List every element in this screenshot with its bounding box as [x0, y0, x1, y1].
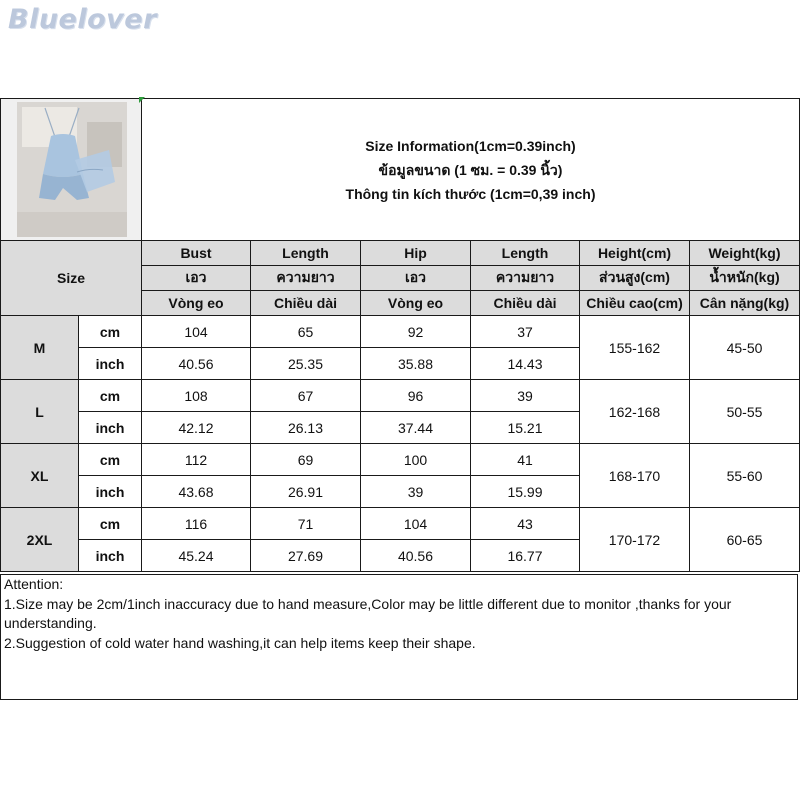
column-header-th: ความยาว — [471, 266, 580, 291]
table-cell: 40.56 — [361, 540, 471, 572]
column-header-th: ความยาว — [251, 266, 361, 291]
column-header-en: Weight(kg) — [690, 241, 800, 266]
size-info-thai: ข้อมูลขนาด (1 ซม. = 0.39 นิ้ว) — [378, 161, 563, 178]
column-header-vi: Chiều dài — [471, 291, 580, 316]
height-cell: 168-170 — [580, 444, 690, 508]
table-cell: 43 — [471, 508, 580, 540]
table-cell: 104 — [142, 316, 251, 348]
unit-label: inch — [79, 412, 142, 444]
table-cell: 42.12 — [142, 412, 251, 444]
size-table — [0, 98, 800, 572]
size-name: 2XL — [1, 508, 79, 572]
unit-label: inch — [79, 476, 142, 508]
table-cell: 26.91 — [251, 476, 361, 508]
table-cell: 25.35 — [251, 348, 361, 380]
table-row — [1, 316, 800, 348]
column-header-en: Length — [471, 241, 580, 266]
attention-notes — [0, 574, 798, 700]
unit-label: cm — [79, 444, 142, 476]
size-label: Size — [1, 241, 142, 316]
product-photo — [1, 99, 142, 241]
attention-title: Attention: — [4, 576, 64, 592]
table-cell: 116 — [142, 508, 251, 540]
column-header-en: Bust — [142, 241, 251, 266]
table-cell: 104 — [361, 508, 471, 540]
table-cell: 41 — [471, 444, 580, 476]
watermark-logo: Bluelover — [8, 4, 157, 35]
column-header-vi: Vòng eo — [142, 291, 251, 316]
size-name: XL — [1, 444, 79, 508]
weight-cell: 50-55 — [690, 380, 800, 444]
table-cell: 112 — [142, 444, 251, 476]
table-cell: 40.56 — [142, 348, 251, 380]
weight-cell: 55-60 — [690, 444, 800, 508]
attention-line-1: 1.Size may be 2cm/1inch inaccuracy due to hand measure,Color may be little different due to monitor ,thanks for your understanding. — [4, 595, 732, 631]
table-row — [1, 444, 800, 476]
unit-label: cm — [79, 316, 142, 348]
table-cell: 15.21 — [471, 412, 580, 444]
corner-marker-icon — [139, 97, 145, 103]
size-name: M — [1, 316, 79, 380]
table-cell: 15.99 — [471, 476, 580, 508]
weight-cell: 60-65 — [690, 508, 800, 572]
height-cell: 170-172 — [580, 508, 690, 572]
table-cell: 71 — [251, 508, 361, 540]
column-header-vi: Chiều dài — [251, 291, 361, 316]
column-header-en: Height(cm) — [580, 241, 690, 266]
size-info-english: Size Information(1cm=0.39inch) — [365, 137, 576, 154]
column-header-th: เอว — [361, 266, 471, 291]
table-cell: 67 — [251, 380, 361, 412]
table-cell: 16.77 — [471, 540, 580, 572]
table-cell: 37 — [471, 316, 580, 348]
table-cell: 39 — [361, 476, 471, 508]
column-header-th: น้ำหนัก(kg) — [690, 266, 800, 291]
table-cell: 108 — [142, 380, 251, 412]
size-info-header — [142, 99, 800, 241]
column-header-en: Length — [251, 241, 361, 266]
weight-cell: 45-50 — [690, 316, 800, 380]
height-cell: 162-168 — [580, 380, 690, 444]
table-cell: 26.13 — [251, 412, 361, 444]
product-photo-image — [17, 102, 127, 237]
column-header-vi: Cân nặng(kg) — [690, 291, 800, 316]
table-cell: 39 — [471, 380, 580, 412]
table-cell: 27.69 — [251, 540, 361, 572]
size-chart — [0, 98, 800, 702]
table-cell: 45.24 — [142, 540, 251, 572]
unit-label: inch — [79, 348, 142, 380]
table-row — [1, 508, 800, 540]
table-cell: 43.68 — [142, 476, 251, 508]
unit-label: inch — [79, 540, 142, 572]
table-cell: 14.43 — [471, 348, 580, 380]
attention-line-2: 2.Suggestion of cold water hand washing,it can help items keep their shape. — [4, 634, 476, 651]
table-cell: 96 — [361, 380, 471, 412]
column-header-vi: Vòng eo — [361, 291, 471, 316]
table-cell: 65 — [251, 316, 361, 348]
table-cell: 37.44 — [361, 412, 471, 444]
table-cell: 92 — [361, 316, 471, 348]
column-header-vi: Chiều cao(cm) — [580, 291, 690, 316]
table-cell: 100 — [361, 444, 471, 476]
height-cell: 155-162 — [580, 316, 690, 380]
column-header-th: ส่วนสูง(cm) — [580, 266, 690, 291]
table-row — [1, 380, 800, 412]
column-header-en: Hip — [361, 241, 471, 266]
unit-label: cm — [79, 380, 142, 412]
table-cell: 35.88 — [361, 348, 471, 380]
unit-label: cm — [79, 508, 142, 540]
size-name: L — [1, 380, 79, 444]
column-header-th: เอว — [142, 266, 251, 291]
size-info-vietnamese: Thông tin kích thước (1cm=0,39 inch) — [345, 185, 596, 202]
table-cell: 69 — [251, 444, 361, 476]
